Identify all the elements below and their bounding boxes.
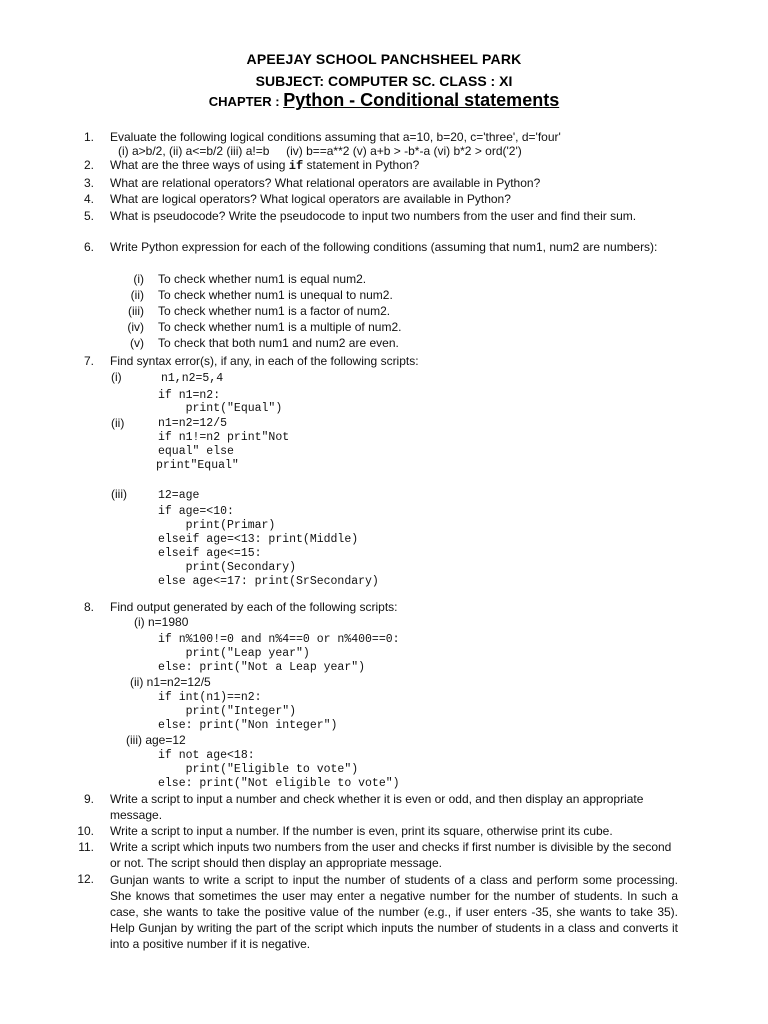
code-line: else age<=17: print(SrSecondary) (158, 575, 379, 588)
question-10-number: 10. (77, 824, 94, 838)
question-8-text: Find output generated by each of the following scripts: (110, 600, 398, 614)
question-6-text: Write Python expression for each of the following conditions (assuming that num1, num2 are numbers): (110, 240, 658, 254)
question-6-item-text: To check whether num1 is unequal to num2. (158, 288, 393, 302)
question-8-part-ii: (ii) n1=n2=12/5 (130, 675, 211, 689)
question-6-item-roman: (iv) (127, 320, 144, 334)
code-line: n1,n2=5,4 (161, 372, 224, 385)
question-9-text: Write a script to input a number and check whether it is even or odd, and then display an appropriate message. (110, 792, 644, 822)
code-line: if n%100!=0 and n%4==0 or n%400==0: (158, 633, 400, 646)
question-4-number: 4. (83, 192, 94, 206)
question-6-item-text: To check whether num1 is a factor of num2. (158, 304, 391, 318)
code-line: print("Integer") (158, 705, 297, 718)
code-line: else: print("Not eligible to vote") (158, 777, 400, 790)
code-line: print("Leap year") (158, 647, 310, 660)
question-7-part-iii: (iii) (111, 487, 127, 501)
question-1-number: 1. (83, 130, 94, 144)
question-6-item-roman: (iii) (128, 304, 144, 318)
school-name: APEEJAY SCHOOL PANCHSHEEL PARK (246, 51, 522, 67)
question-1-sub: (i) a>b/2, (ii) a<=b/2 (iii) a!=b (iv) b==a**2 (v) a+b > -b*-a (vi) b*2 > ord('2') (118, 144, 522, 158)
code-line: if n1!=n2 print"Not (158, 431, 290, 444)
question-7-part-ii: (ii) (111, 416, 125, 430)
question-8-number: 8. (83, 600, 94, 614)
question-7-part-i: (i) (111, 370, 122, 384)
question-6-item-text: To check whether num1 is a multiple of num2. (158, 320, 402, 334)
question-2-post: statement in Python? (303, 158, 420, 172)
question-2-number: 2. (83, 158, 94, 172)
code-line: elseif age<=15: (158, 547, 262, 560)
code-line: if not age<18: (158, 749, 255, 762)
code-line: if int(n1)==n2: (158, 691, 262, 704)
keyword-if: if (288, 159, 304, 173)
code-line: else: print("Not a Leap year") (158, 661, 366, 674)
code-line: 12=age (158, 489, 200, 502)
code-line: if age=<10: (158, 505, 234, 518)
question-6-item-text: To check that both num1 and num2 are even. (158, 336, 399, 350)
question-6-item-text: To check whether num1 is equal num2. (158, 272, 367, 286)
question-9-number: 9. (83, 792, 94, 806)
question-12-number: 12. (77, 872, 94, 886)
question-6-number: 6. (83, 240, 94, 254)
chapter-label: CHAPTER : (208, 94, 280, 109)
question-5-text: What is pseudocode? Write the pseudocode to input two numbers from the user and find their sum. (110, 209, 637, 223)
question-12-text: Gunjan wants to write a script to input the number of students of a class and perform some processing. She knows that sometimes the user may enter a negative number for the number of students. In such a case, she wants to take the positive value of the number (e.g., if user enters -35, she wants to take 35). Help Gunjan by writing the part of the script which inputs the number of students in a class and converts it into a positive number if it is negative. (110, 873, 678, 951)
question-4-text: What are logical operators? What logical operators are available in Python? (110, 192, 511, 206)
code-line: print(Secondary) (158, 561, 297, 574)
question-7-number: 7. (83, 354, 94, 368)
question-6-item-roman: (v) (130, 336, 144, 350)
code-line: print(Primar) (158, 519, 276, 532)
question-5-number: 5. (83, 209, 94, 223)
question-11-number: 11. (78, 840, 94, 854)
question-8-part-i: (i) n=1980 (134, 615, 189, 629)
code-line: n1=n2=12/5 (158, 417, 228, 430)
question-3-number: 3. (83, 176, 94, 190)
question-1-text: Evaluate the following logical conditions assuming that a=10, b=20, c='three', d='four' (110, 130, 561, 144)
question-2-text (110, 158, 678, 175)
question-6-item-roman: (i) (133, 272, 144, 286)
code-line: print("Eligible to vote") (158, 763, 359, 776)
chapter-title: Python - Conditional statements (283, 90, 560, 110)
code-line: if n1=n2: (158, 389, 221, 402)
question-3-text: What are relational operators? What relational operators are available in Python? (110, 176, 541, 190)
code-line: elseif age=<13: print(Middle) (158, 533, 359, 546)
code-line: print("Equal") (158, 402, 283, 415)
question-2-pre: What are the three ways of using (110, 158, 289, 172)
question-11-text: Write a script which inputs two numbers from the user and checks if first number is divisible by the second or not. The script should then display an appropriate message. (110, 840, 672, 870)
code-line: print"Equal" (156, 459, 239, 472)
code-line: equal" else (158, 445, 234, 458)
question-8-part-iii: (iii) age=12 (126, 733, 186, 747)
code-line: else: print("Non integer") (158, 719, 338, 732)
chapter-line (0, 90, 768, 110)
question-7-text: Find syntax error(s), if any, in each of the following scripts: (110, 354, 419, 368)
subject-line: SUBJECT: COMPUTER SC. CLASS : XI (255, 73, 513, 89)
question-10-text: Write a script to input a number. If the number is even, print its square, otherwise print its cube. (110, 824, 613, 838)
question-6-item-roman: (ii) (130, 288, 144, 302)
